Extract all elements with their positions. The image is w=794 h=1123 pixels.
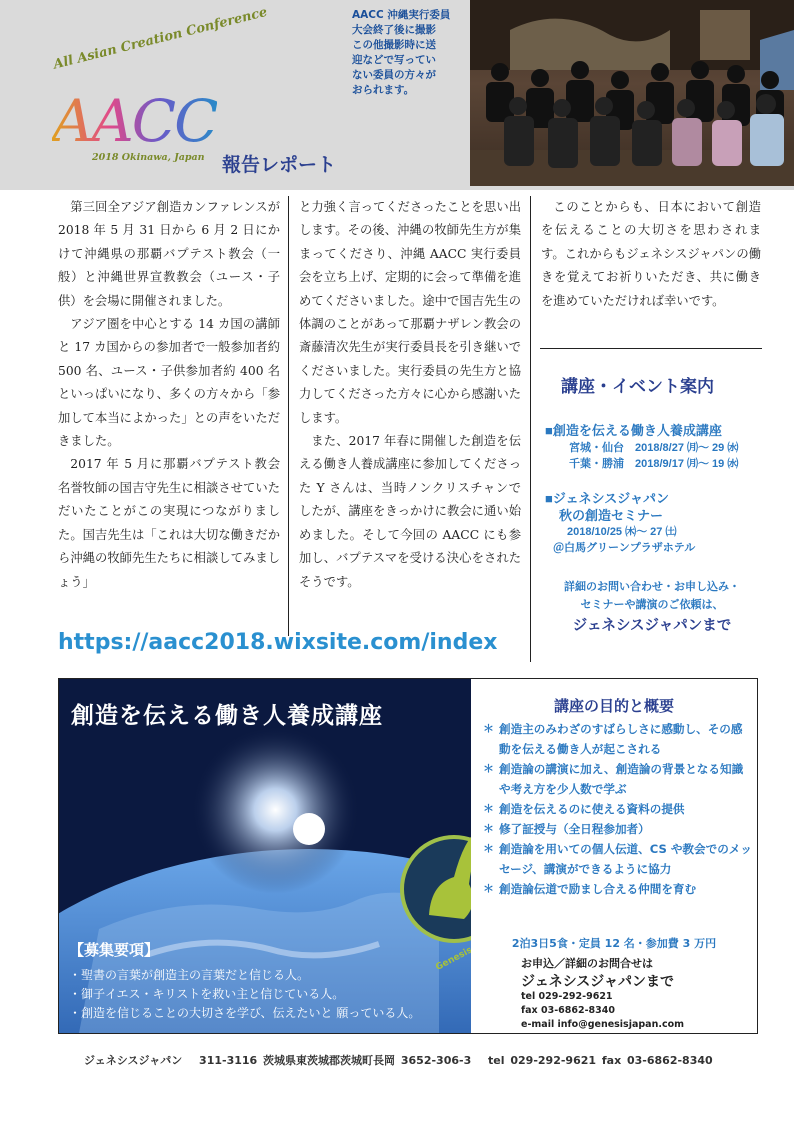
requirement-item: ・聖書の言葉が創造主の言葉だと信じる人。 — [69, 968, 310, 982]
group-photo — [470, 0, 794, 186]
course-banner — [58, 678, 758, 1034]
article-paragraph: 第三回全アジア創造カンファレンスが 2018 年 5 月 31 日から 6 月 2 日にかけて沖縄県の那覇バプテスト教会（一般）と沖縄世界宣教教会（ユース・子供）を会場に開催されました。 — [58, 200, 280, 308]
logo-arc-text: All Asian Creation Conference — [52, 4, 269, 73]
photo-caption — [352, 8, 467, 98]
events-note-line: 詳細のお問い合わせ・お申し込み・ — [564, 581, 740, 593]
event-subtitle: 秋の創造セミナー — [559, 508, 664, 523]
group-photo-art — [470, 0, 794, 186]
aacc-logo: AACC — [52, 87, 217, 155]
events-title: 講座・イベント案内 — [561, 377, 714, 396]
banner-title: 創造を伝える働き人養成講座 — [71, 703, 383, 729]
caption-line: ない委員の方々が — [352, 69, 436, 81]
article-paragraph: また、2017 年春に開催した創造を伝える働き人養成講座に参加してくださった Y さんは、当時ノンクリスチャンでしたが、講座をきっかけに教会に通い始めました。そして今回の AACC にも参加し、バプテスマを受ける決心をされたそうです。 — [299, 434, 521, 589]
column-divider — [530, 196, 531, 662]
event-date-line: 2018/10/25 ㈭～ 27 ㈯ — [567, 526, 677, 538]
purpose-item: ＊ 創造論伝道で励まし合える仲間を育む — [485, 879, 753, 899]
purpose-item: ＊ 創造論の講演に加え、創造論の背景となる知識や考え方を少人数で学ぶ — [485, 759, 753, 799]
article-column-2 — [299, 196, 521, 594]
requirement-item: ・創造を信じることの大切さを学び、伝えたいと 願っている人。 — [69, 1006, 421, 1020]
website-link[interactable]: https://aacc2018.wixsite.com/index — [58, 630, 498, 655]
contact-email-link[interactable]: e-mail info@genesisjapan.com — [521, 1019, 685, 1030]
requirement-item: ・御子イエス・キリストを救い主と信じている人。 — [69, 987, 345, 1001]
page-title: 報告レポート — [222, 154, 337, 176]
logo-subtitle: 2018 Okinawa, Japan — [92, 152, 205, 163]
purpose-list — [485, 719, 753, 899]
event-title: ■ジェネシスジャパン — [545, 491, 669, 506]
contact-tel: tel 029-292-9621 — [521, 991, 613, 1002]
caption-line: おられます。 — [352, 84, 415, 96]
purpose-item: ＊ 創造論を用いての個人伝道、CS や教会でのメッセージ、講演ができるように協力 — [485, 839, 753, 879]
apply-label: お申込／詳細のお問合せは — [521, 957, 653, 970]
caption-line: 大会終了後に撮影 — [352, 24, 436, 36]
caption-line: 迎などで写ってい — [352, 54, 436, 66]
event-date-line: 千葉・勝浦 2018/9/17 ㈪～ 19 ㈬ — [569, 458, 739, 470]
caption-line: この他撮影時に送 — [352, 39, 436, 51]
apply-contact: ジェネシスジャパンまで — [521, 974, 675, 990]
purpose-item: ＊ 創造を伝えるのに使える資料の提供 — [485, 799, 753, 819]
events-contact: ジェネシスジャパンまで — [572, 618, 732, 634]
events-note-line: セミナーや講演のご依頼は、 — [580, 599, 724, 611]
footer-address: ジェネシスジャパン 311-3116 茨城県東茨城郡茨城町長岡 3652-306-3 tel 029-292-9621 fax 03-6862-8340 — [84, 1054, 713, 1067]
caption-line: AACC 沖縄実行委員 — [352, 9, 451, 21]
event-title: ■創造を伝える働き人養成講座 — [545, 423, 722, 438]
recruitment-title: 【募集要項】 — [69, 941, 160, 959]
article-column-3 — [541, 196, 761, 313]
article-paragraph: 2017 年 5 月に那覇バプテスト教会名誉牧師の国吉守先生に相談させていただいたことがこの実現につながりました。国吉先生は「これは大切な働きだから沖縄の牧師先生たちに相談してみましょう」 — [58, 457, 280, 589]
article-paragraph: と力強く言ってくださったことを思い出します。その後、沖縄の牧師先生方が集まってくださり、沖縄 AACC 実行委員会を立ち上げ、定期的に会って準備を進めてくださいました。途中で国吉先生の体調のことがあって那覇ナザレン教会の斎藤清次先生が実行委員長を引き継いでくださいました。実行委員の先生方と協力してくださった方々に心から感謝いたします。 — [299, 200, 521, 425]
purpose-item: ＊ 創造主のみわざのすばらしさに感動し、その感動を伝える働き人が起こされる — [485, 719, 753, 759]
contact-fax: fax 03-6862-8340 — [521, 1005, 615, 1016]
article-column-1 — [58, 196, 280, 594]
article-paragraph: このことからも、日本において創造を伝えることの大切さを思わされます。これからもジェネシスジャパンの働きを覚えてお祈りいただき、共に働きを進めていただければ幸いです。 — [541, 200, 761, 308]
genesis-logo-text: Genesis — [434, 945, 475, 973]
article-paragraph: アジア圏を中心とする 14 カ国の講師と 17 カ国からの参加者で一般参加者約 500 名、ユース・子供参加者約 400 名といっぱいになり、多くの方々から「参加して本当によかった」との声をいただきました。 — [58, 317, 280, 449]
events-box — [541, 356, 763, 662]
recruitment-requirements — [69, 939, 469, 1023]
course-summary: 2泊3日5食・定員 12 名・参加費 3 万円 — [511, 937, 717, 950]
course-purpose-panel — [471, 679, 757, 1033]
purpose-item: ＊ 修了証授与（全日程参加者） — [485, 819, 753, 839]
section-divider — [540, 348, 762, 349]
purpose-title: 講座の目的と概要 — [553, 697, 674, 715]
column-divider — [288, 196, 289, 636]
event-venue: ＠白馬グリーンプラザホテル — [553, 542, 696, 554]
events-note — [541, 578, 763, 614]
event-date-line: 宮城・仙台 2018/8/27 ㈪～ 29 ㈬ — [569, 442, 739, 454]
